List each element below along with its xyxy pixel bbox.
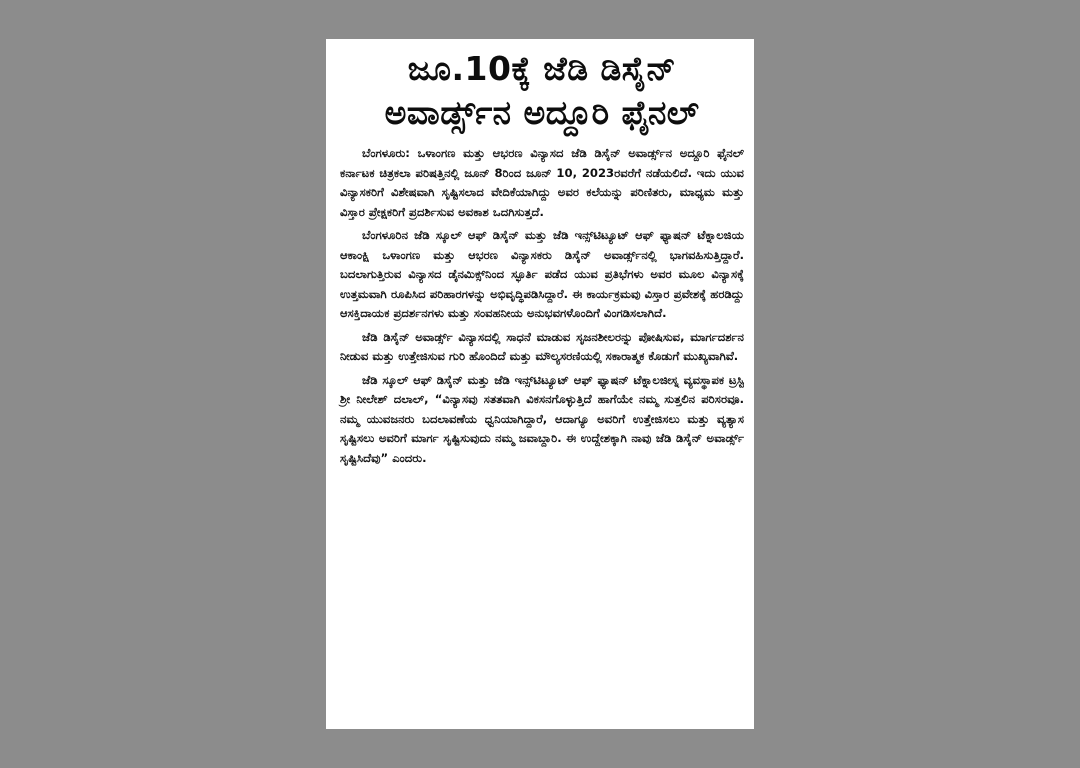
headline-line-2: ಅವಾರ್ಡ್ಸ್‌ನ ಅದ್ದೂರಿ ಫೈನಲ್ xyxy=(384,93,700,132)
headline-line-1: ಜೂ.10ಕ್ಕೆ ಜೆಡಿ ಡಿಸೈನ್ xyxy=(407,49,677,88)
paragraph-2: ಬೆಂಗಳೂರಿನ ಜೆಡಿ ಸ್ಕೂಲ್ ಆಫ್ ಡಿಸೈನ್ ಮತ್ತು ಜೆಡಿ ಇನ್ಸ್‌ಟಿಟ್ಯೂಟ್ ಆಫ್ ಫ್ಯಾಷನ್ ಟೆಕ್ನಾಲಜಿಯ ಆಕಾಂಕ್ಷಿ ಒಳಾಂಗಣ ಮತ್ತು ಆಭರಣ ವಿನ್ಯಾಸಕರು ಡಿಸೈನ್ ಅವಾರ್ಡ್ಸ್‌ನಲ್ಲಿ ಭಾಗವಹಿಸುತ್ತಿದ್ದಾರೆ. ಬದಲಾಗುತ್ತಿರುವ ವಿನ್ಯಾಸದ ಡೈನಮಿಕ್ಸ್‌ನಿಂದ ಸ್ಫೂರ್ತಿ ಪಡೆದ ಯುವ ಪ್ರತಿಭೆಗಳು ಅವರ ಮೂಲ ವಿನ್ಯಾಸಕ್ಕೆ ಉತ್ತಮವಾಗಿ ರೂಪಿಸಿದ ಪರಿಹಾರಗಳನ್ನು ಅಭಿವೃದ್ಧಿಪಡಿಸಿದ್ದಾರೆ. ಈ ಕಾರ್ಯಕ್ರಮವು ವಿಸ್ತಾರ ಪ್ರವೇಶಕ್ಕೆ ಹರಡಿದ್ದು ಆಸಕ್ತಿದಾಯಕ ಪ್ರದರ್ಶನಗಳು ಮತ್ತು ಸಂವಹನೀಯ ಅನುಭವಗಳೊಂದಿಗೆ ವಿಂಗಡಿಸಲಾಗಿದೆ. xyxy=(340,228,744,320)
newspaper-clipping xyxy=(326,39,754,729)
paragraph-4: ಜೆಡಿ ಸ್ಕೂಲ್ ಆಫ್ ಡಿಸೈನ್ ಮತ್ತು ಜೆಡಿ ಇನ್ಸ್‌ಟಿಟ್ಯೂಟ್ ಆಫ್ ಫ್ಯಾಷನ್ ಟೆಕ್ನಾಲಜೀಸ್ನ ವ್ಯವಸ್ಥಾಪಕ ಟ್ರಸ್ಟಿ ಶ್ರೀ ನೀಲೇಶ್ ದಲಾಲ್, “ವಿನ್ಯಾಸವು ಸತತವಾಗಿ ವಿಕಸನಗೊಳ್ಳುತ್ತಿದೆ ಹಾಗೆಯೇ ನಮ್ಮ ಸುತ್ತಲಿನ ಪರಿಸರವೂ. ನಮ್ಮ ಯುವಜನರು ಬದಲಾವಣೆಯ ಧ್ವನಿಯಾಗಿದ್ದಾರೆ, ಆದಾಗ್ಯೂ ಅವರಿಗೆ ಉತ್ತೇಜಿಸಲು ಮತ್ತು ವ್ಯತ್ಯಾಸ ಸೃಷ್ಟಿಸಲು ಅವರಿಗೆ ಮಾರ್ಗ ಸೃಷ್ಟಿಸುವುದು ನಮ್ಮ ಜವಾಬ್ದಾರಿ. ಈ ಉದ್ದೇಶಕ್ಕಾಗಿ ನಾವು ಜೆಡಿ ಡಿಸೈನ್ ಅವಾರ್ಡ್ಸ್ ಸೃಷ್ಟಿಸಿದೆವು” ಎಂದರು. xyxy=(340,372,744,465)
headline xyxy=(340,47,744,135)
paragraph-3: ಜೆಡಿ ಡಿಸೈನ್ ಅವಾರ್ಡ್ಸ್ ವಿನ್ಯಾಸದಲ್ಲಿ ಸಾಧನೆ ಮಾಡುವ ಸೃಜನಶೀಲರನ್ನು ಪೋಷಿಸುವ, ಮಾರ್ಗದರ್ಶನ ನೀಡುವ ಮತ್ತು ಉತ್ತೇಜಿಸುವ ಗುರಿ ಹೊಂದಿದೆ ಮತ್ತು ಮೌಲ್ಯಸರಣಿಯಲ್ಲಿ ಸಕಾರಾತ್ಮಕ ಕೊಡುಗೆ ಮುಖ್ಯವಾಗಿವೆ. xyxy=(340,329,744,363)
article-body xyxy=(340,144,744,468)
paragraph-1: ಬೆಂಗಳೂರು: ಒಳಾಂಗಣ ಮತ್ತು ಆಭರಣ ವಿನ್ಯಾಸದ ಜೆಡಿ ಡಿಸೈನ್ ಅವಾರ್ಡ್ಸ್‌ನ ಅದ್ದೂರಿ ಫೈನಲ್ ಕರ್ನಾಟಕ ಚಿತ್ರಕಲಾ ಪರಿಷತ್ತಿನಲ್ಲಿ ಜೂನ್ 8ರಿಂದ ಜೂನ್ 10, 2023ರವರೆಗೆ ನಡೆಯಲಿದೆ. ಇದು ಯುವ ವಿನ್ಯಾಸಕರಿಗೆ ವಿಶೇಷವಾಗಿ ಸೃಷ್ಟಿಸಲಾದ ವೇದಿಕೆಯಾಗಿದ್ದು ಅವರ ಕಲೆಯನ್ನು ಪರಿಣಿತರು, ಮಾಧ್ಯಮ ಮತ್ತು ವಿಸ್ತಾರ ಪ್ರೇಕ್ಷಕರಿಗೆ ಪ್ರದರ್ಶಿಸುವ ಅವಕಾಶ ಒದಗಿಸುತ್ತದೆ. xyxy=(340,146,744,219)
